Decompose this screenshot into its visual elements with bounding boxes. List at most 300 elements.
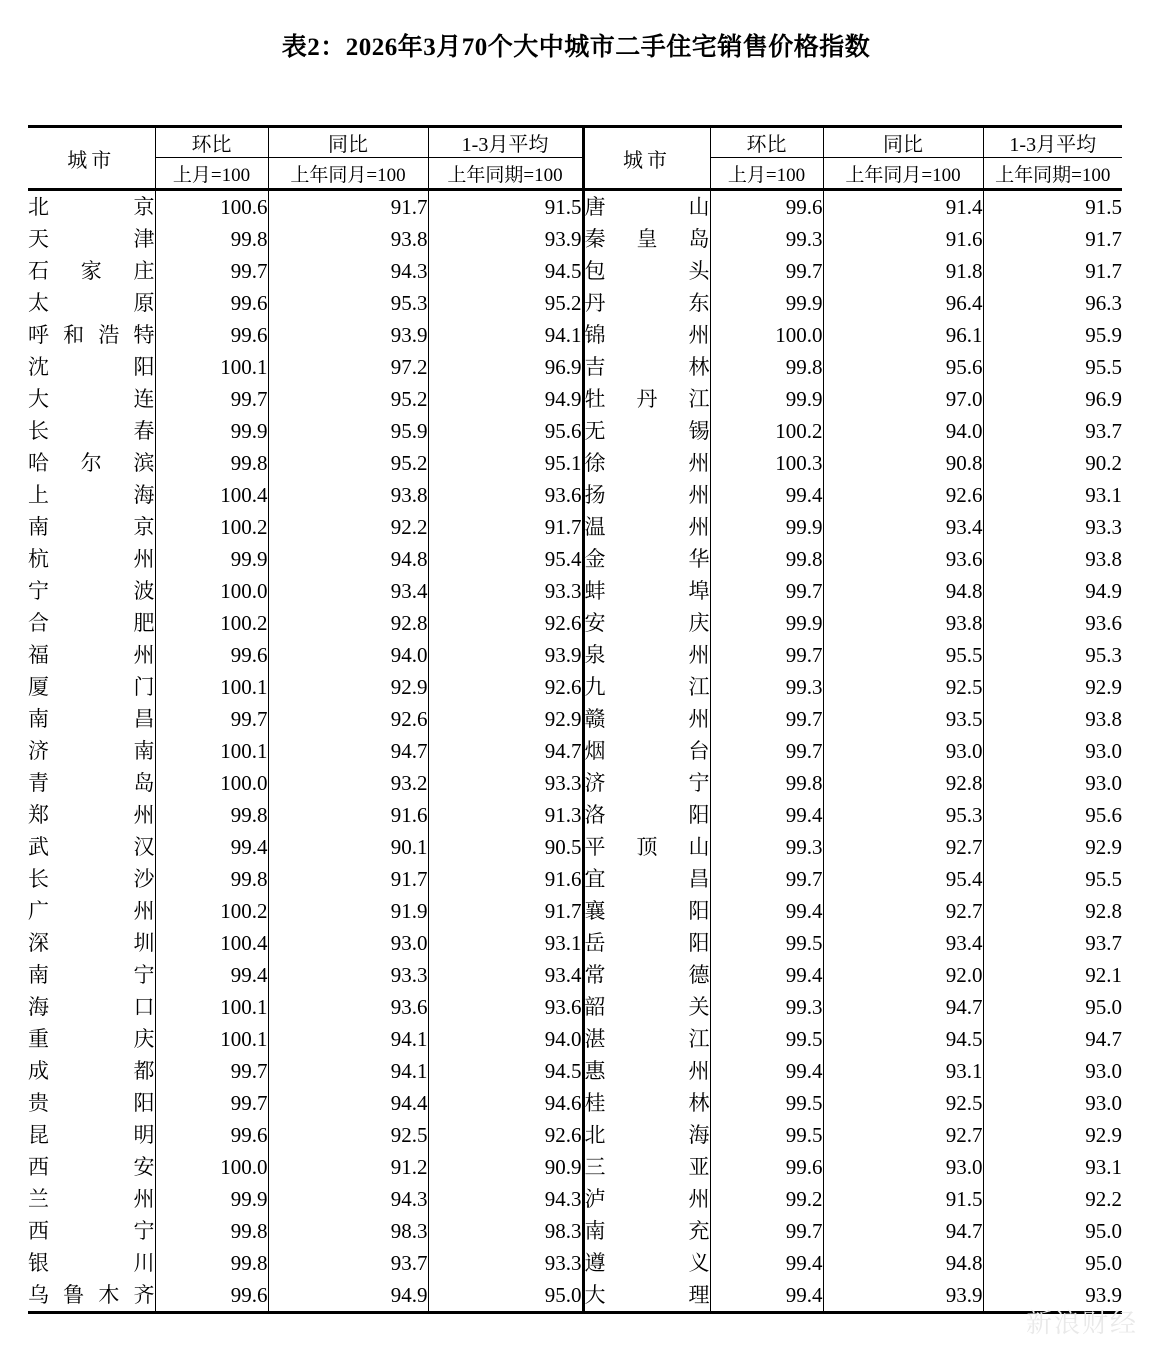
cell-mom-right: 100.0	[710, 319, 823, 351]
cell-avg-left: 92.6	[428, 671, 583, 703]
cell-yoy-left: 94.8	[268, 543, 428, 575]
cell-yoy-left: 94.3	[268, 255, 428, 287]
cell-city-left	[28, 255, 155, 287]
cell-mom-left: 100.1	[155, 991, 268, 1023]
cell-city-right	[583, 959, 710, 991]
cell-city-right	[583, 1087, 710, 1119]
cell-yoy-right: 96.1	[823, 319, 983, 351]
cell-avg-left: 93.3	[428, 575, 583, 607]
cell-mom-left: 99.8	[155, 447, 268, 479]
city-name: 牡丹江	[584, 387, 710, 411]
cell-yoy-left: 94.4	[268, 1087, 428, 1119]
cell-avg-left: 94.1	[428, 319, 583, 351]
cell-avg-right: 96.3	[1085, 290, 1122, 315]
cell-mom-left: 99.7	[155, 1055, 268, 1087]
cell-mom-right: 99.5	[710, 1087, 823, 1119]
cell-yoy-left: 94.0	[268, 639, 428, 671]
cell-city-right	[583, 895, 710, 927]
cell-avg-left: 93.1	[428, 927, 583, 959]
cell-yoy-left: 92.8	[268, 607, 428, 639]
city-name: 桂林	[584, 1091, 710, 1115]
header-yoy-sub-right: 上年同月=100	[823, 158, 983, 190]
price-index-table-wrap	[28, 125, 1122, 1314]
cell-avg-right: 95.9	[1085, 322, 1122, 347]
city-name: 石家庄	[28, 259, 155, 283]
table-row	[28, 319, 1122, 351]
city-name: 赣州	[584, 707, 710, 731]
cell-yoy-left: 94.3	[268, 1183, 428, 1215]
table-row	[28, 895, 1122, 927]
city-name: 吉林	[584, 355, 710, 379]
cell-avg-right: 93.0	[1085, 770, 1122, 795]
cell-yoy-left: 93.8	[268, 223, 428, 255]
cell-mom-left: 99.7	[155, 255, 268, 287]
cell-avg-right: 92.8	[1085, 898, 1122, 923]
cell-city-left	[28, 479, 155, 511]
cell-avg-right: 92.9	[1085, 674, 1122, 699]
cell-city-right	[583, 190, 710, 224]
city-name: 南宁	[28, 963, 155, 987]
cell-city-left	[28, 703, 155, 735]
city-name: 无锡	[584, 419, 710, 443]
city-name: 秦皇岛	[584, 227, 710, 251]
city-name: 广州	[28, 899, 155, 923]
city-name: 泸州	[584, 1187, 710, 1211]
cell-avg-left: 91.6	[428, 863, 583, 895]
city-name: 大连	[28, 387, 155, 411]
cell-avg-left: 93.6	[428, 479, 583, 511]
price-index-table	[28, 125, 1122, 1314]
cell-mom-left: 99.8	[155, 1215, 268, 1247]
city-name: 重庆	[28, 1027, 155, 1051]
cell-yoy-right: 94.8	[823, 575, 983, 607]
cell-avg-left: 91.5	[428, 190, 583, 224]
cell-avg-right: 94.7	[1085, 1026, 1122, 1051]
cell-yoy-left: 94.1	[268, 1023, 428, 1055]
city-name: 北京	[28, 195, 155, 219]
city-name: 银川	[28, 1251, 155, 1275]
cell-mom-right: 99.3	[710, 831, 823, 863]
cell-city-right	[583, 831, 710, 863]
table-row	[28, 607, 1122, 639]
cell-city-left	[28, 1087, 155, 1119]
cell-city-right	[583, 671, 710, 703]
cell-avg-left: 95.1	[428, 447, 583, 479]
city-name: 大理	[584, 1283, 710, 1307]
city-name: 襄阳	[584, 899, 710, 923]
cell-mom-right: 99.7	[710, 575, 823, 607]
cell-yoy-right: 94.7	[823, 991, 983, 1023]
cell-city-left	[28, 1055, 155, 1087]
city-name: 韶关	[584, 995, 710, 1019]
cell-city-left	[28, 895, 155, 927]
city-name: 天津	[28, 227, 155, 251]
cell-avg-left: 94.0	[428, 1023, 583, 1055]
header-mom-right: 环比	[710, 127, 823, 158]
cell-avg-right: 93.8	[1085, 546, 1122, 571]
cell-yoy-right: 92.8	[823, 767, 983, 799]
cell-yoy-right: 95.3	[823, 799, 983, 831]
cell-yoy-left: 92.2	[268, 511, 428, 543]
cell-yoy-right: 95.4	[823, 863, 983, 895]
city-name: 泉州	[584, 643, 710, 667]
city-name: 南昌	[28, 707, 155, 731]
cell-avg-left: 92.6	[428, 1119, 583, 1151]
cell-yoy-right: 92.7	[823, 831, 983, 863]
cell-avg-left: 93.9	[428, 223, 583, 255]
cell-mom-right: 99.3	[710, 671, 823, 703]
cell-avg-right: 93.1	[1085, 1154, 1122, 1179]
cell-avg-left: 93.3	[428, 1247, 583, 1279]
cell-city-left	[28, 511, 155, 543]
cell-mom-right: 100.3	[710, 447, 823, 479]
city-name: 丹东	[584, 291, 710, 315]
cell-avg-right: 93.6	[1085, 610, 1122, 635]
table-row	[28, 543, 1122, 575]
city-name: 扬州	[584, 483, 710, 507]
cell-mom-left: 99.8	[155, 223, 268, 255]
table-row	[28, 959, 1122, 991]
cell-yoy-right: 97.0	[823, 383, 983, 415]
cell-mom-left: 99.6	[155, 319, 268, 351]
cell-mom-left: 99.9	[155, 1183, 268, 1215]
cell-city-left	[28, 671, 155, 703]
city-name: 南京	[28, 515, 155, 539]
cell-city-right	[583, 319, 710, 351]
cell-city-right	[583, 607, 710, 639]
city-name: 岳阳	[584, 931, 710, 955]
city-name: 包头	[584, 259, 710, 283]
cell-city-right	[583, 415, 710, 447]
cell-mom-right: 99.7	[710, 1215, 823, 1247]
city-name: 杭州	[28, 547, 155, 571]
table-row	[28, 671, 1122, 703]
cell-yoy-left: 94.1	[268, 1055, 428, 1087]
cell-yoy-left: 93.6	[268, 991, 428, 1023]
cell-mom-right: 99.4	[710, 1279, 823, 1313]
city-name: 湛江	[584, 1027, 710, 1051]
cell-avg-right: 95.6	[1085, 802, 1122, 827]
cell-city-left	[28, 575, 155, 607]
cell-city-left	[28, 415, 155, 447]
cell-city-left	[28, 447, 155, 479]
cell-city-left	[28, 863, 155, 895]
cell-yoy-right: 92.7	[823, 895, 983, 927]
cell-mom-left: 99.6	[155, 1279, 268, 1313]
cell-city-right	[583, 735, 710, 767]
cell-avg-left: 94.3	[428, 1183, 583, 1215]
cell-city-left	[28, 831, 155, 863]
city-name: 呼和浩特	[28, 323, 155, 347]
city-name: 安庆	[584, 611, 710, 635]
header-mom-sub-right: 上月=100	[710, 158, 823, 190]
table-row	[28, 383, 1122, 415]
header-yoy-right: 同比	[823, 127, 983, 158]
cell-city-left	[28, 959, 155, 991]
table-row	[28, 190, 1122, 224]
city-name: 金华	[584, 547, 710, 571]
city-name: 合肥	[28, 611, 155, 635]
cell-avg-right: 92.1	[1085, 962, 1122, 987]
cell-yoy-left: 92.6	[268, 703, 428, 735]
cell-mom-left: 99.9	[155, 415, 268, 447]
cell-mom-right: 99.2	[710, 1183, 823, 1215]
cell-mom-left: 99.6	[155, 1119, 268, 1151]
cell-avg-right: 93.3	[1085, 514, 1122, 539]
cell-mom-left: 100.2	[155, 511, 268, 543]
cell-avg-left: 90.5	[428, 831, 583, 863]
table-row	[28, 479, 1122, 511]
city-name: 宁波	[28, 579, 155, 603]
city-name: 锦州	[584, 323, 710, 347]
cell-city-left	[28, 799, 155, 831]
cell-yoy-right: 92.7	[823, 1119, 983, 1151]
cell-avg-right: 93.7	[1085, 418, 1122, 443]
cell-city-right	[583, 1183, 710, 1215]
cell-city-left	[28, 190, 155, 224]
cell-mom-left: 100.2	[155, 607, 268, 639]
cell-mom-right: 99.4	[710, 1247, 823, 1279]
header-avg-sub-left: 上年同期=100	[428, 158, 583, 190]
city-name: 哈尔滨	[28, 451, 155, 475]
table-row	[28, 1183, 1122, 1215]
cell-avg-right: 95.0	[1085, 994, 1122, 1019]
cell-avg-right: 92.2	[1085, 1186, 1122, 1211]
city-name: 沈阳	[28, 355, 155, 379]
cell-mom-right: 99.3	[710, 991, 823, 1023]
header-mom-left: 环比	[155, 127, 268, 158]
cell-mom-left: 99.8	[155, 863, 268, 895]
cell-mom-left: 100.1	[155, 1023, 268, 1055]
cell-yoy-left: 95.2	[268, 383, 428, 415]
cell-yoy-left: 91.7	[268, 190, 428, 224]
cell-avg-right: 93.0	[1085, 1058, 1122, 1083]
city-name: 西安	[28, 1155, 155, 1179]
cell-avg-left: 93.9	[428, 639, 583, 671]
cell-mom-right: 99.7	[710, 703, 823, 735]
cell-city-right	[583, 927, 710, 959]
cell-city-right	[583, 479, 710, 511]
city-name: 贵阳	[28, 1091, 155, 1115]
header-avg-sub-right: 上年同期=100	[983, 158, 1122, 190]
cell-mom-left: 100.0	[155, 575, 268, 607]
table-body	[28, 190, 1122, 1313]
cell-avg-left: 92.6	[428, 607, 583, 639]
cell-mom-right: 99.4	[710, 799, 823, 831]
cell-mom-right: 99.8	[710, 543, 823, 575]
cell-avg-left: 95.4	[428, 543, 583, 575]
cell-mom-left: 99.8	[155, 799, 268, 831]
table-row	[28, 1151, 1122, 1183]
cell-yoy-right: 93.5	[823, 703, 983, 735]
cell-yoy-right: 93.9	[823, 1279, 983, 1313]
cell-city-right	[583, 863, 710, 895]
cell-city-left	[28, 639, 155, 671]
cell-yoy-right: 91.8	[823, 255, 983, 287]
cell-avg-left: 94.5	[428, 1055, 583, 1087]
cell-yoy-right: 95.6	[823, 351, 983, 383]
header-yoy-sub-left: 上年同月=100	[268, 158, 428, 190]
cell-avg-left: 93.3	[428, 767, 583, 799]
city-name: 长沙	[28, 867, 155, 891]
cell-mom-left: 99.6	[155, 287, 268, 319]
city-name: 乌鲁木齐	[28, 1283, 155, 1307]
cell-mom-left: 99.4	[155, 959, 268, 991]
cell-yoy-right: 95.5	[823, 639, 983, 671]
table-row	[28, 1055, 1122, 1087]
cell-mom-right: 99.9	[710, 607, 823, 639]
city-name: 西宁	[28, 1219, 155, 1243]
cell-avg-left: 93.4	[428, 959, 583, 991]
cell-avg-right: 91.7	[1085, 258, 1122, 283]
cell-yoy-left: 93.8	[268, 479, 428, 511]
city-name: 长春	[28, 419, 155, 443]
cell-city-left	[28, 223, 155, 255]
city-name: 遵义	[584, 1251, 710, 1275]
cell-avg-right: 93.0	[1085, 738, 1122, 763]
cell-avg-left: 94.7	[428, 735, 583, 767]
table-row	[28, 1087, 1122, 1119]
cell-mom-right: 99.7	[710, 863, 823, 895]
cell-yoy-right: 93.6	[823, 543, 983, 575]
cell-avg-right: 96.9	[1085, 386, 1122, 411]
cell-mom-right: 99.4	[710, 479, 823, 511]
table-row	[28, 831, 1122, 863]
cell-mom-left: 100.1	[155, 735, 268, 767]
city-name: 兰州	[28, 1187, 155, 1211]
cell-city-left	[28, 607, 155, 639]
city-name: 洛阳	[584, 803, 710, 827]
cell-yoy-right: 94.5	[823, 1023, 983, 1055]
table-row	[28, 287, 1122, 319]
cell-avg-left: 90.9	[428, 1151, 583, 1183]
cell-city-left	[28, 767, 155, 799]
header-avg-left: 1-3月平均	[428, 127, 583, 158]
cell-mom-right: 99.9	[710, 383, 823, 415]
cell-yoy-right: 93.1	[823, 1055, 983, 1087]
table-row	[28, 799, 1122, 831]
cell-city-right	[583, 287, 710, 319]
table-row	[28, 255, 1122, 287]
cell-yoy-right: 91.6	[823, 223, 983, 255]
cell-yoy-left: 92.5	[268, 1119, 428, 1151]
city-name: 武汉	[28, 835, 155, 859]
cell-avg-right: 95.0	[1085, 1218, 1122, 1243]
table-row	[28, 863, 1122, 895]
cell-city-right	[583, 575, 710, 607]
cell-city-right	[583, 1055, 710, 1087]
city-name: 温州	[584, 515, 710, 539]
cell-city-left	[28, 319, 155, 351]
cell-mom-right: 99.7	[710, 735, 823, 767]
table-row	[28, 415, 1122, 447]
cell-mom-right: 99.4	[710, 1055, 823, 1087]
cell-yoy-left: 93.7	[268, 1247, 428, 1279]
cell-mom-right: 99.6	[710, 1151, 823, 1183]
header-city-left: 城市	[28, 127, 155, 190]
cell-yoy-right: 94.7	[823, 1215, 983, 1247]
city-name: 蚌埠	[584, 579, 710, 603]
city-name: 烟台	[584, 739, 710, 763]
cell-mom-left: 100.4	[155, 479, 268, 511]
city-name: 郑州	[28, 803, 155, 827]
city-name: 深圳	[28, 931, 155, 955]
cell-city-right	[583, 1215, 710, 1247]
cell-yoy-right: 91.5	[823, 1183, 983, 1215]
table-header	[28, 127, 1122, 190]
city-name: 宜昌	[584, 867, 710, 891]
cell-yoy-left: 91.6	[268, 799, 428, 831]
cell-yoy-right: 96.4	[823, 287, 983, 319]
cell-city-left	[28, 1119, 155, 1151]
cell-city-right	[583, 1023, 710, 1055]
cell-mom-left: 99.4	[155, 831, 268, 863]
cell-avg-right: 95.3	[1085, 642, 1122, 667]
city-name: 昆明	[28, 1123, 155, 1147]
cell-city-left	[28, 383, 155, 415]
table-row	[28, 991, 1122, 1023]
cell-mom-right: 99.5	[710, 1023, 823, 1055]
cell-yoy-right: 93.8	[823, 607, 983, 639]
cell-mom-left: 100.1	[155, 671, 268, 703]
cell-yoy-left: 93.3	[268, 959, 428, 991]
cell-city-right	[583, 511, 710, 543]
cell-yoy-left: 93.2	[268, 767, 428, 799]
table-row	[28, 1279, 1122, 1313]
cell-mom-right: 99.6	[710, 190, 823, 224]
cell-city-left	[28, 991, 155, 1023]
cell-yoy-right: 93.0	[823, 1151, 983, 1183]
cell-city-left	[28, 1183, 155, 1215]
cell-mom-right: 99.7	[710, 255, 823, 287]
cell-mom-right: 99.7	[710, 639, 823, 671]
cell-mom-left: 99.7	[155, 703, 268, 735]
table-row	[28, 575, 1122, 607]
cell-avg-left: 96.9	[428, 351, 583, 383]
cell-mom-right: 99.3	[710, 223, 823, 255]
city-name: 三亚	[584, 1155, 710, 1179]
cell-yoy-left: 94.7	[268, 735, 428, 767]
cell-avg-right: 95.5	[1085, 866, 1122, 891]
cell-avg-right: 92.9	[1085, 834, 1122, 859]
table-row	[28, 1023, 1122, 1055]
cell-city-right	[583, 1119, 710, 1151]
header-avg-right: 1-3月平均	[983, 127, 1122, 158]
cell-avg-left: 98.3	[428, 1215, 583, 1247]
city-name: 福州	[28, 643, 155, 667]
table-row	[28, 927, 1122, 959]
page-title: 表2：2026年3月70个大中城市二手住宅销售价格指数	[281, 34, 871, 61]
cell-avg-right: 93.9	[1085, 1282, 1122, 1307]
city-name: 南充	[584, 1219, 710, 1243]
cell-avg-right: 93.7	[1085, 930, 1122, 955]
cell-avg-left: 94.6	[428, 1087, 583, 1119]
cell-mom-right: 99.4	[710, 895, 823, 927]
cell-mom-right: 99.8	[710, 767, 823, 799]
city-name: 上海	[28, 483, 155, 507]
cell-yoy-left: 97.2	[268, 351, 428, 383]
cell-avg-left: 94.5	[428, 255, 583, 287]
cell-yoy-right: 92.0	[823, 959, 983, 991]
cell-mom-left: 100.6	[155, 190, 268, 224]
cell-city-right	[583, 991, 710, 1023]
cell-city-left	[28, 287, 155, 319]
cell-yoy-left: 91.7	[268, 863, 428, 895]
cell-avg-left: 95.2	[428, 287, 583, 319]
city-name: 平顶山	[584, 835, 710, 859]
cell-mom-left: 99.7	[155, 383, 268, 415]
cell-mom-left: 100.0	[155, 767, 268, 799]
